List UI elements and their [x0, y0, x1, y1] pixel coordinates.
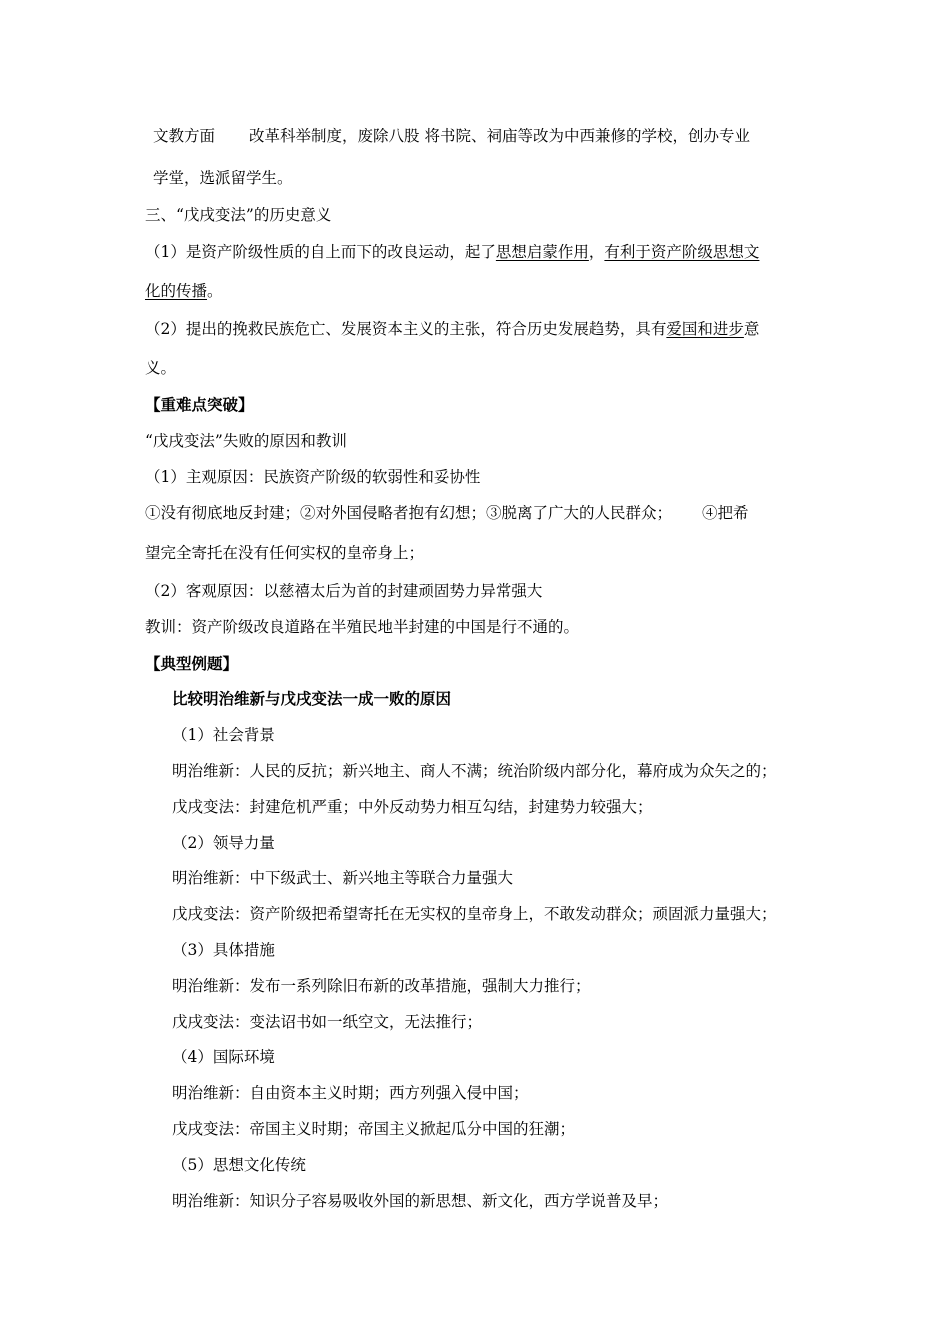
example-line: 明治维新：发布一系列除旧布新的改革措施，强制大力推行； [172, 977, 591, 995]
point2-tail: 意 [743, 320, 760, 338]
example-line: 戊戌变法：封建危机严重；中外反动势力相互勾结，封建势力较强大； [172, 798, 653, 816]
point1-text: （1）是资产阶级性质的自上而下的改良运动，起了 [145, 243, 496, 261]
section3-point2-cont: 义。 [145, 359, 177, 377]
objective-cause: （2）客观原因：以慈禧太后为首的封建顽固势力异常强大 [145, 582, 543, 600]
example-line: 明治维新：人民的反抗；新兴地主、商人不满；统治阶级内部分化，幕府成为众矢之的； [172, 762, 777, 780]
section3-point1-cont [145, 281, 223, 301]
example-heading: 【典型例题】 [145, 654, 239, 673]
example-line: （5）思想文化传统 [172, 1156, 306, 1174]
wenjiao-label: 文教方面 [153, 127, 216, 145]
example-line: （3）具体措施 [172, 941, 275, 959]
example-title: 比较明治维新与戊戌变法一成一败的原因 [172, 689, 452, 708]
section3-title: 三、“戊戌变法”的历史意义 [145, 206, 332, 224]
example-line: 戊戌变法：帝国主义时期；帝国主义掀起瓜分中国的狂潮； [172, 1120, 576, 1138]
point1-underline-1: 思想启蒙作用 [495, 243, 589, 261]
section3-point1 [145, 242, 759, 262]
difficult-heading: 【重难点突破】 [145, 395, 254, 414]
subjective-cause: （1）主观原因：民族资产阶级的软弱性和妥协性 [145, 468, 481, 486]
example-line: 戊戌变法：变法诏书如一纸空文，无法推行； [172, 1013, 483, 1031]
point1-end: 。 [207, 282, 223, 300]
point2-underline: 爱国和进步 [666, 320, 744, 338]
subjective-points [145, 503, 749, 523]
section3-point2 [145, 319, 759, 339]
wenjiao-row [153, 126, 750, 146]
example-line: 戊戌变法：资产阶级把希望寄托在无实权的皇帝身上，不敢发动群众；顽固派力量强大； [172, 905, 777, 923]
example-line: 明治维新：知识分子容易吸收外国的新思想、新文化，西方学说普及早； [172, 1192, 669, 1210]
example-line: （4）国际环境 [172, 1048, 275, 1066]
point1-underline-2: 有利于资产阶级思想文 [604, 243, 760, 261]
lesson: 教训：资产阶级改良道路在半殖民地半封建的中国是行不通的。 [145, 618, 580, 636]
points-text: ①没有彻底地反封建；②对外国侵略者抱有幻想；③脱离了广大的人民群众； [145, 504, 673, 522]
example-line: （2）领导力量 [172, 834, 275, 852]
points-tail: ④把希 [702, 504, 749, 522]
point2-text: （2）提出的挽救民族危亡、发展资本主义的主张，符合历史发展趋势，具有 [145, 320, 667, 338]
example-line: 明治维新：中下级武士、新兴地主等联合力量强大 [172, 869, 514, 887]
wenjiao-content-cont: 学堂，选派留学生。 [153, 169, 293, 187]
difficult-topic: “戊戌变法”失败的原因和教训 [145, 432, 347, 450]
example-line: （1）社会背景 [172, 726, 275, 744]
wenjiao-content: 改革科举制度，废除八股 将书院、祠庙等改为中西兼修的学校，创办专业 [249, 127, 750, 145]
example-line: 明治维新：自由资本主义时期；西方列强入侵中国； [172, 1084, 529, 1102]
point1-sep: ， [588, 243, 605, 261]
point1-underline-3: 化的传播 [145, 282, 208, 300]
subjective-points-cont: 望完全寄托在没有任何实权的皇帝身上； [145, 544, 425, 562]
